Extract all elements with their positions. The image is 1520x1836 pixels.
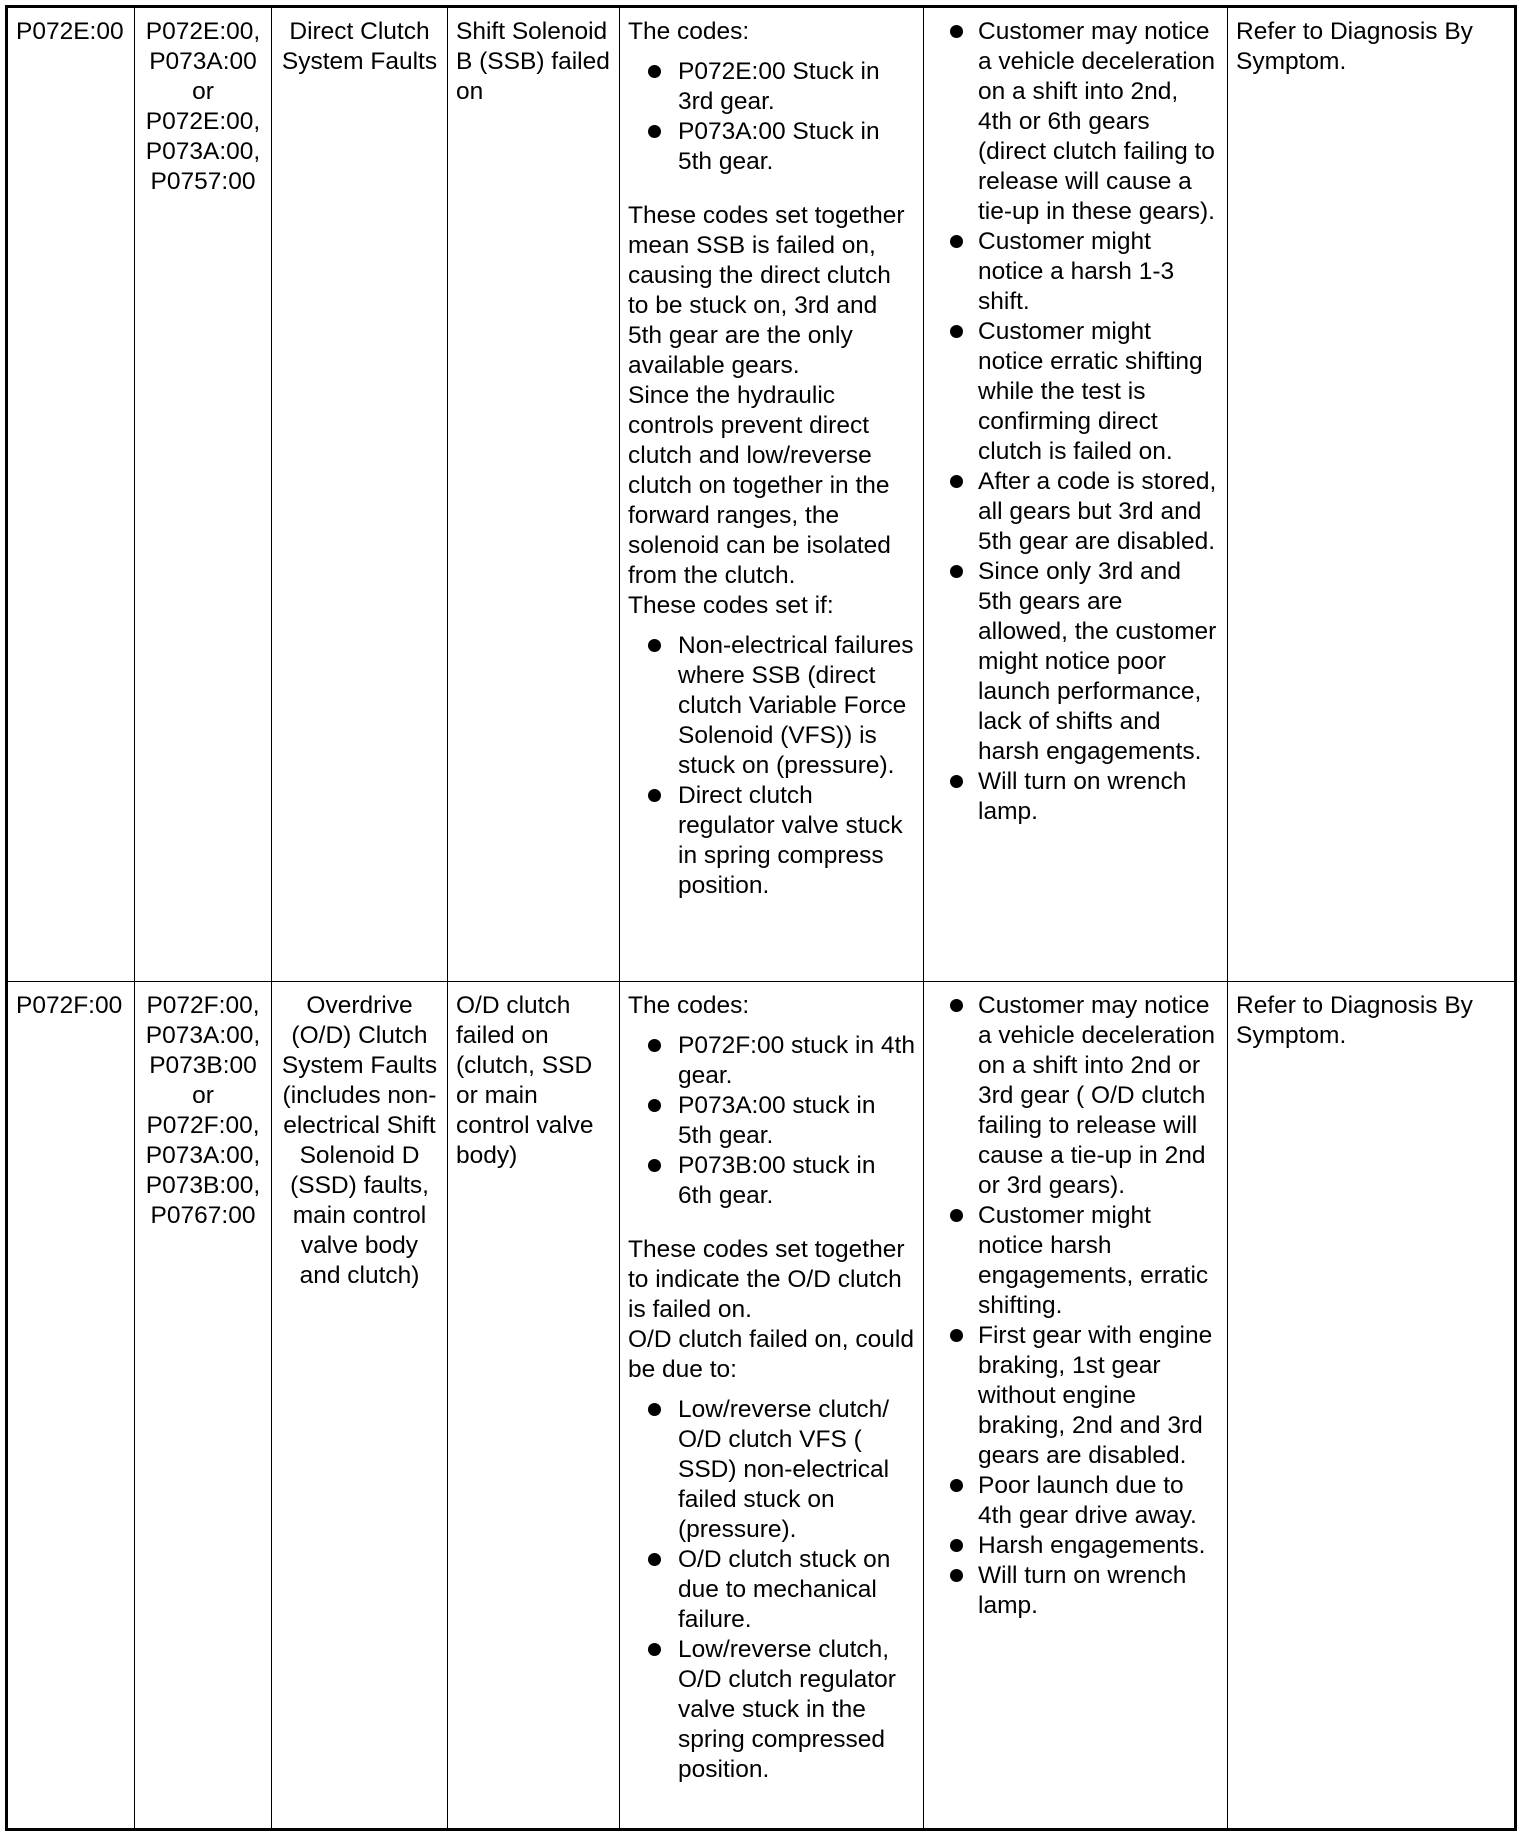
bullet-icon <box>950 25 963 38</box>
bullet-icon <box>950 775 963 788</box>
table-row-p072f <box>7 982 1516 1830</box>
bullet-icon <box>950 1329 963 1342</box>
bullet-icon <box>648 1403 661 1416</box>
code-list <box>642 1031 915 1211</box>
bullet-icon <box>950 999 963 1012</box>
bullet-icon <box>950 1539 963 1552</box>
bullet-icon <box>648 1039 661 1052</box>
fault-description-cell: Overdrive (O/D) Clutch System Faults (includes non-electrical Shift Solenoid D (SSD) faults, main control valve body and clutch) <box>272 982 448 1830</box>
list-item: Customer might notice a harsh 1-3 shift. <box>932 227 1219 317</box>
bullet-icon <box>950 1209 963 1222</box>
codes-intro: The codes: <box>628 18 750 45</box>
bullet-icon <box>950 325 963 338</box>
list-item: Customer might notice erratic shifting while the test is confirming direct clutch is failed on. <box>932 317 1219 467</box>
list-item: Low/reverse clutch, O/D clutch regulator valve stuck in the spring compressed position. <box>642 1635 915 1785</box>
bullet-icon <box>648 1643 661 1656</box>
code-combination-line: P072E:00, <box>145 18 261 45</box>
list-item: Customer may notice a vehicle deceleration on a shift into 2nd, 4th or 6th gears (direct clutch failing to release will cause a tie-up in these gears). <box>932 17 1219 227</box>
list-item: Since only 3rd and 5th gears are allowed, the customer might notice poor launch performance, lack of shifts and harsh engagements. <box>932 557 1219 767</box>
list-item: P072F:00 stuck in 4th gear. <box>642 1031 915 1091</box>
list-item: Customer may notice a vehicle deceleration on a shift into 2nd or 3rd gear ( O/D clutch failing to release will cause a tie-up in 2nd or 3rd gears). <box>932 991 1219 1201</box>
bullet-icon <box>648 1099 661 1112</box>
fault-description-cell: Direct Clutch System Faults <box>272 7 448 982</box>
symptom-list <box>932 991 1219 1621</box>
list-item: P072E:00 Stuck in 3rd gear. <box>642 57 915 117</box>
code-combination-line: or <box>192 1082 214 1109</box>
list-item: Will turn on wrench lamp. <box>932 767 1219 827</box>
code-combination-line: P072F:00, <box>146 992 260 1019</box>
bullet-icon <box>950 1479 963 1492</box>
code-combination-line: P073B:00 <box>149 1052 257 1079</box>
failure-mode-cell: O/D clutch failed on (clutch, SSD or main control valve body) <box>448 982 620 1830</box>
list-item: First gear with engine braking, 1st gear without engine braking, 2nd and 3rd gears are disabled. <box>932 1321 1219 1471</box>
bullet-icon <box>950 565 963 578</box>
bullet-icon <box>648 1553 661 1566</box>
list-item: Non-electrical failures where SSB (direct clutch Variable Force Solenoid (VFS)) is stuck on (pressure). <box>642 631 915 781</box>
explanation-paragraph: These codes set together mean SSB is failed on, causing the direct clutch to be stuck on, 3rd and 5th gear are the only available gears. <box>628 202 905 379</box>
bullet-icon <box>950 475 963 488</box>
dtc-cell: P072F:00 <box>7 982 135 1830</box>
bullet-icon <box>648 125 661 138</box>
code-combination-line: or <box>192 78 214 105</box>
list-item: Direct clutch regulator valve stuck in spring compress position. <box>642 781 915 901</box>
symptoms-cell <box>924 7 1228 982</box>
list-item: P073A:00 Stuck in 5th gear. <box>642 117 915 177</box>
cause-list <box>642 1395 915 1785</box>
set-conditions-cell <box>620 982 924 1830</box>
code-combination-line: P072F:00, <box>146 1112 260 1139</box>
code-combination-line: P0767:00 <box>150 1202 256 1229</box>
code-combination-line: P072E:00, <box>145 108 261 135</box>
symptom-list <box>932 17 1219 827</box>
code-combination-cell <box>135 982 272 1830</box>
list-item: Low/reverse clutch/ O/D clutch VFS ( SSD) non-electrical failed stuck on (pressure). <box>642 1395 915 1545</box>
action-cell: Refer to Diagnosis By Symptom. <box>1228 982 1516 1830</box>
action-cell: Refer to Diagnosis By Symptom. <box>1228 7 1516 982</box>
explanation-paragraph: Since the hydraulic controls prevent direct clutch and low/reverse clutch on together in the forward ranges, the solenoid can be isolated from the clutch. <box>628 382 891 589</box>
list-item: Harsh engagements. <box>932 1531 1219 1561</box>
bullet-icon <box>950 235 963 248</box>
code-combination-line: P073A:00 <box>149 48 257 75</box>
list-item: Will turn on wrench lamp. <box>932 1561 1219 1621</box>
list-item: After a code is stored, all gears but 3rd and 5th gear are disabled. <box>932 467 1219 557</box>
table-row-p072e <box>7 7 1516 982</box>
list-item: P073B:00 stuck in 6th gear. <box>642 1151 915 1211</box>
bullet-icon <box>648 789 661 802</box>
dtc-cell: P072E:00 <box>7 7 135 982</box>
explanation-paragraph: These codes set if: <box>628 592 834 619</box>
code-combination-line: P073A:00, <box>145 1022 261 1049</box>
code-combination-line: P073B:00, <box>145 1172 261 1199</box>
dtc-table <box>5 5 1517 1831</box>
codes-intro: The codes: <box>628 992 750 1019</box>
bullet-icon <box>648 639 661 652</box>
explanation-paragraph: O/D clutch failed on, could be due to: <box>628 1326 914 1383</box>
code-combination-cell <box>135 7 272 982</box>
list-item: Customer might notice harsh engagements, erratic shifting. <box>932 1201 1219 1321</box>
cause-list <box>642 631 915 901</box>
code-combination-line: P073A:00, <box>145 138 261 165</box>
code-combination-line: P0757:00 <box>150 168 256 195</box>
failure-mode-cell: Shift Solenoid B (SSB) failed on <box>448 7 620 982</box>
set-conditions-cell <box>620 7 924 982</box>
bullet-icon <box>950 1569 963 1582</box>
bullet-icon <box>648 1159 661 1172</box>
list-item: P073A:00 stuck in 5th gear. <box>642 1091 915 1151</box>
code-list <box>642 57 915 177</box>
symptoms-cell <box>924 982 1228 1830</box>
bullet-icon <box>648 65 661 78</box>
list-item: O/D clutch stuck on due to mechanical failure. <box>642 1545 915 1635</box>
explanation-paragraph: These codes set together to indicate the O/D clutch is failed on. <box>628 1236 905 1323</box>
code-combination-line: P073A:00, <box>145 1142 261 1169</box>
list-item: Poor launch due to 4th gear drive away. <box>932 1471 1219 1531</box>
